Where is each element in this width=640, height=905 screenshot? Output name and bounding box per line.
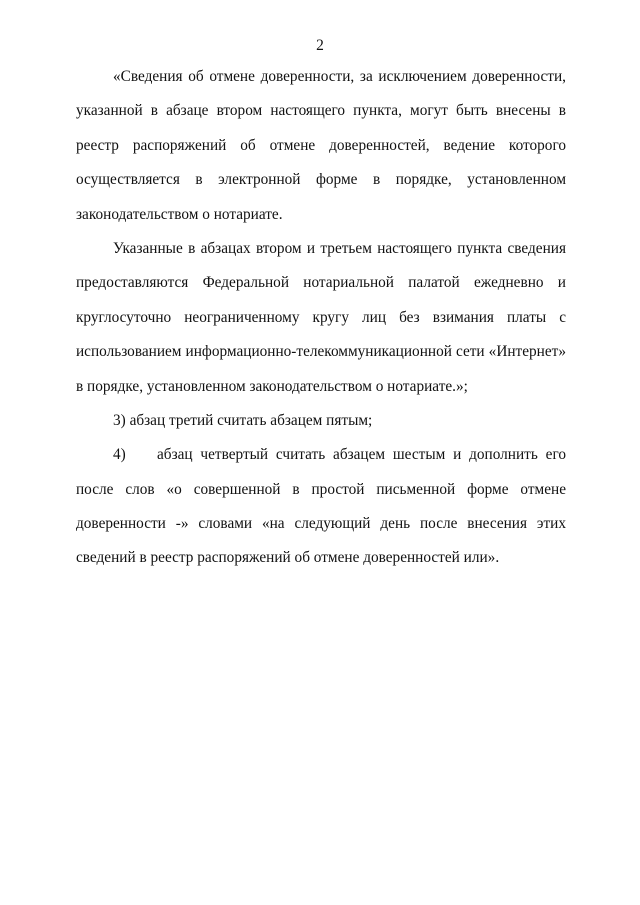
paragraph-registry-info <box>76 65 566 237</box>
paragraph-item-4 <box>76 443 566 581</box>
document-body <box>76 65 566 581</box>
page-number: 2 <box>316 37 324 54</box>
text-line: «Сведения об отмене доверенности, за исключением доверенности, <box>113 68 566 85</box>
paragraph-item-3 <box>76 409 566 443</box>
text-line: доверенности -» словами «на следующий день после внесения этих <box>76 515 566 533</box>
text-line: сведений в реестр распоряжений об отмене доверенностей или». <box>76 549 500 567</box>
text-line: законодательством о нотариате. <box>76 205 283 223</box>
text-line: использованием информационно-телекоммуникационной сети «Интернет» <box>76 343 566 361</box>
text-line: в порядке, установленном законодательством о нотариате.»; <box>76 377 468 395</box>
text-line: предоставляются Федеральной нотариальной палатой ежедневно и <box>76 274 566 292</box>
text-line: 3) абзац третий считать абзацем пятым; <box>113 411 373 429</box>
text-line: реестр распоряжений об отмене доверенностей, ведение которого <box>76 136 566 154</box>
text-line: Указанные в абзацах втором и третьем настоящего пункта сведения <box>113 239 566 257</box>
text-line: осуществляется в электронной форме в порядке, установленном <box>76 171 566 189</box>
text-line: круглосуточно неограниченному кругу лиц без взимания платы с <box>76 308 566 326</box>
text-line: после слов «о совершенной в простой письменной форме отмене <box>76 480 566 498</box>
text-line: 4) абзац четвертый считать абзацем шестым и дополнить его <box>113 446 566 464</box>
paragraph-provision-info <box>76 237 566 409</box>
text-line: указанной в абзаце втором настоящего пункта, могут быть внесены в <box>76 102 566 120</box>
